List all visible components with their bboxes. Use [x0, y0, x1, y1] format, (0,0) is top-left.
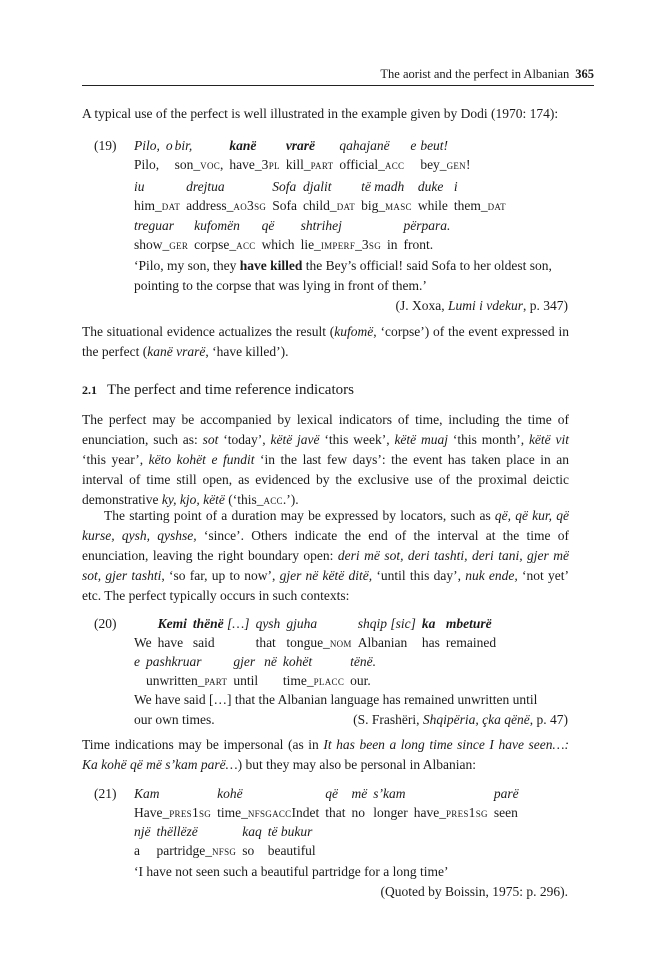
gloss-word: time_placc: [282, 673, 345, 688]
abbrev: acc: [263, 492, 283, 507]
gloss-word: kill_part: [285, 157, 334, 172]
gloss-word: remained: [445, 635, 497, 650]
gloss-word: show_ger: [134, 237, 189, 252]
example-number: (20): [94, 616, 117, 631]
src-word: djalit: [302, 179, 332, 194]
gloss-word: [166, 155, 175, 174]
text: ‘in the last few days’: the event has taken place in an interval of time still open, as evidenced by the exclusive use of the proximal deictic demonstrative: [82, 452, 569, 507]
text: .’).: [282, 492, 299, 507]
gloss-word: [410, 155, 420, 174]
gloss-word: which: [261, 237, 295, 252]
translation-text: our own times.: [134, 712, 215, 727]
running-title: The aorist and the perfect in Albanian: [380, 67, 570, 81]
gloss-word: official_acc: [339, 157, 405, 172]
src-word: e: [134, 654, 140, 669]
gloss-word: them_dat: [453, 198, 506, 213]
section-number: 2.1: [82, 383, 97, 397]
gloss-word: said: [192, 635, 215, 650]
source-text: , p. 347): [523, 298, 568, 313]
text: ‘today’,: [218, 432, 271, 447]
src-word: Pilo,: [134, 138, 160, 153]
text: The perfect may be accompanied by lexical indicators of time, including the time of enunciation, such as:: [82, 412, 569, 447]
text: ‘not yet’ etc. The perfect typically occurs in such contexts:: [82, 568, 569, 603]
gloss-block-1: [134, 784, 525, 822]
translation-text: ‘I have not seen such a beautiful partridge for a long time’: [134, 864, 449, 879]
gloss-word: no: [351, 805, 365, 820]
gloss-word: big_masc: [361, 198, 412, 213]
src-word: ka: [421, 616, 436, 631]
term: gjer në këtë ditë,: [279, 568, 373, 583]
src-word: [414, 784, 494, 803]
src-word: e: [410, 138, 417, 153]
gloss-word: in: [387, 237, 398, 252]
translation-text: We have said […] that the Albanian language has remained unwritten until: [134, 692, 538, 707]
src-word: [387, 216, 404, 235]
text: , ‘corpse’) of the event expressed in the perfect (: [82, 324, 569, 359]
gloss-word: has: [421, 635, 440, 650]
text: ) but they may also be personal in Albanian:: [237, 757, 477, 772]
src-word: më: [351, 786, 368, 801]
src-word: [134, 614, 158, 633]
source-title: Shqipëria, çka qënë: [422, 712, 530, 727]
translation-text: ‘Pilo, my son, they: [134, 258, 240, 273]
source-text: (J. Xoxa,: [395, 298, 448, 313]
src-word: tënë.: [350, 654, 376, 669]
gloss-word: front.: [403, 237, 434, 252]
translation-line-2: [134, 710, 568, 730]
text: The situational evidence actualizes the result (: [82, 324, 335, 339]
gloss-block-3: [134, 216, 456, 254]
gloss-word: longer: [373, 805, 408, 820]
gloss-word: a: [134, 843, 140, 858]
gloss-word: while: [417, 198, 448, 213]
gloss-word: Albanian: [357, 635, 408, 650]
example-source: (Quoted by Boissin, 1975: p. 296).: [380, 884, 568, 899]
src-word: o: [165, 138, 173, 153]
gloss-block-2: [134, 822, 322, 860]
src-word: pashkruar: [146, 654, 202, 669]
gloss-block-1: [134, 136, 476, 174]
src-word: bir,: [174, 138, 193, 153]
gloss-word: [264, 671, 283, 690]
source-text: (S. Frashëri,: [353, 712, 423, 727]
text: Time indications may be impersonal (as in: [82, 737, 324, 752]
gloss-word: that: [325, 805, 346, 820]
gloss-word: Have_pres1sg: [134, 805, 212, 820]
header-rule: [82, 85, 594, 86]
gloss-word: Pilo,: [134, 157, 160, 172]
src-word: duke: [417, 179, 444, 194]
term: deri më sot, deri tashti, deri tani, gjer më sot, gjer tashti: [82, 548, 570, 583]
example-source: [353, 710, 568, 730]
gloss-word: have_3pl: [229, 157, 280, 172]
src-word: Kam: [134, 786, 160, 801]
example-translation: [134, 690, 568, 730]
term: kufomë: [334, 324, 374, 339]
src-word: shqip [sic]: [357, 616, 416, 631]
example-source: [134, 296, 568, 316]
gloss-word: child_dat: [302, 198, 356, 213]
text: , ‘have killed’).: [205, 344, 289, 359]
term: këtë javë: [270, 432, 320, 447]
term: që, që kur, që kurse, qysh, qyshse,: [82, 508, 569, 543]
gloss-word: seen: [493, 805, 518, 820]
src-word: një: [134, 824, 151, 839]
term: It has been a long time since I have seen…: Ka kohë që më s’kam parë…: [82, 737, 570, 772]
src-word: mbeturë: [445, 616, 492, 631]
gloss-word: until: [233, 673, 259, 688]
term: nuk ende,: [465, 568, 518, 583]
gloss-word: that: [255, 635, 276, 650]
src-word: që: [261, 218, 275, 233]
running-header: [82, 64, 594, 84]
term: ky, kjo, këtë: [161, 492, 225, 507]
gloss-word: [134, 671, 146, 690]
src-word: qahajanë: [339, 138, 390, 153]
lexical-paragraph: [82, 410, 569, 510]
translation-bold: have killed: [239, 258, 303, 273]
impersonal-paragraph: [82, 735, 569, 775]
src-word: Kemi: [157, 616, 187, 631]
src-word: të bukur: [267, 824, 313, 839]
text: ‘since’. Others indicate the end of the interval at the time of enunciation, leaving the right boundary open:: [82, 528, 569, 563]
section-heading: [82, 380, 354, 400]
gloss-word: Sofa: [272, 198, 297, 213]
src-word: i: [453, 179, 458, 194]
gloss-word: corpse_acc: [194, 237, 256, 252]
text: ‘this week’,: [319, 432, 395, 447]
gloss-word: lie_imperf_3sg: [300, 237, 382, 252]
source-title: Lumi i vdekur: [448, 298, 523, 313]
src-word: beut!: [420, 138, 449, 153]
src-word: përpara.: [403, 218, 451, 233]
src-word: Sofa: [272, 179, 297, 194]
example-number: (19): [94, 138, 117, 153]
text: The starting point of a duration may be expressed by locators, such as: [104, 508, 495, 523]
src-word: kufomën: [194, 218, 240, 233]
term: këtë muaj: [394, 432, 449, 447]
text: ‘this month’,: [448, 432, 529, 447]
gloss-word: bey_gen!: [420, 157, 471, 172]
src-word: parë: [493, 786, 519, 801]
gloss-word: son_voc,: [174, 157, 224, 172]
translation-text: the Bey’s official! said Sofa to her oldest son, pointing to the corpse that was lying in front of them.’: [134, 258, 552, 293]
text: ‘this year’,: [82, 452, 149, 467]
section-title: The perfect and time reference indicators: [107, 382, 354, 398]
src-word: në: [264, 654, 277, 669]
gloss-word: have_pres1sg: [413, 805, 488, 820]
src-word: s’kam: [373, 786, 406, 801]
intro-paragraph: A typical use of the perfect is well illustrated in the example given by Dodi (1970: 174):: [82, 106, 559, 121]
term: këtë vit: [528, 432, 570, 447]
text: ‘until this day’,: [372, 568, 466, 583]
gloss-word: time_nfsgaccIndet: [217, 805, 320, 820]
gloss-word: unwritten_part: [146, 673, 228, 688]
text: , ‘so far, up to now’,: [161, 568, 280, 583]
term: kanë vrarë: [147, 344, 206, 359]
gloss-word: partridge_nfsg: [156, 843, 237, 858]
src-word: gjer: [233, 654, 256, 669]
duration-paragraph: [82, 506, 569, 606]
gloss-word: tongue_nom: [286, 635, 352, 650]
source-text: , p. 47): [529, 712, 568, 727]
situational-paragraph: [82, 322, 569, 362]
page-number: 365: [575, 67, 594, 81]
example-translation: [134, 256, 568, 316]
src-word: të madh: [361, 179, 405, 194]
term: sot: [202, 432, 219, 447]
example-translation: [134, 862, 568, 902]
term: këto kohët e fundit: [148, 452, 255, 467]
gloss-word: have: [157, 635, 184, 650]
gloss-word: beautiful: [267, 843, 316, 858]
src-word: që: [325, 786, 338, 801]
src-word: kohë: [217, 786, 243, 801]
gloss-block-2: [134, 177, 512, 215]
src-word: kohët: [282, 654, 313, 669]
gloss-block-1: [134, 614, 502, 652]
src-word: gjuha: [286, 616, 318, 631]
example-number: (21): [94, 786, 117, 801]
src-word: kanë: [229, 138, 257, 153]
src-word: qysh: [255, 616, 281, 631]
gloss-word: so: [242, 843, 255, 858]
src-word: vrarë: [285, 138, 316, 153]
src-word: shtrihej: [300, 218, 342, 233]
gloss-word: him_dat: [134, 198, 181, 213]
src-word: drejtua: [186, 179, 225, 194]
src-word: iu: [134, 179, 145, 194]
src-word: treguar: [134, 218, 174, 233]
gloss-word: address_ao3sg: [186, 198, 267, 213]
text: (‘this_: [224, 492, 264, 507]
src-word: thëllëzë: [156, 824, 198, 839]
gloss-word: our.: [350, 673, 371, 688]
gloss-block-2: [134, 652, 382, 690]
src-word: thënë […]: [192, 616, 250, 631]
src-word: kaq: [242, 824, 262, 839]
gloss-word: We: [134, 635, 152, 650]
